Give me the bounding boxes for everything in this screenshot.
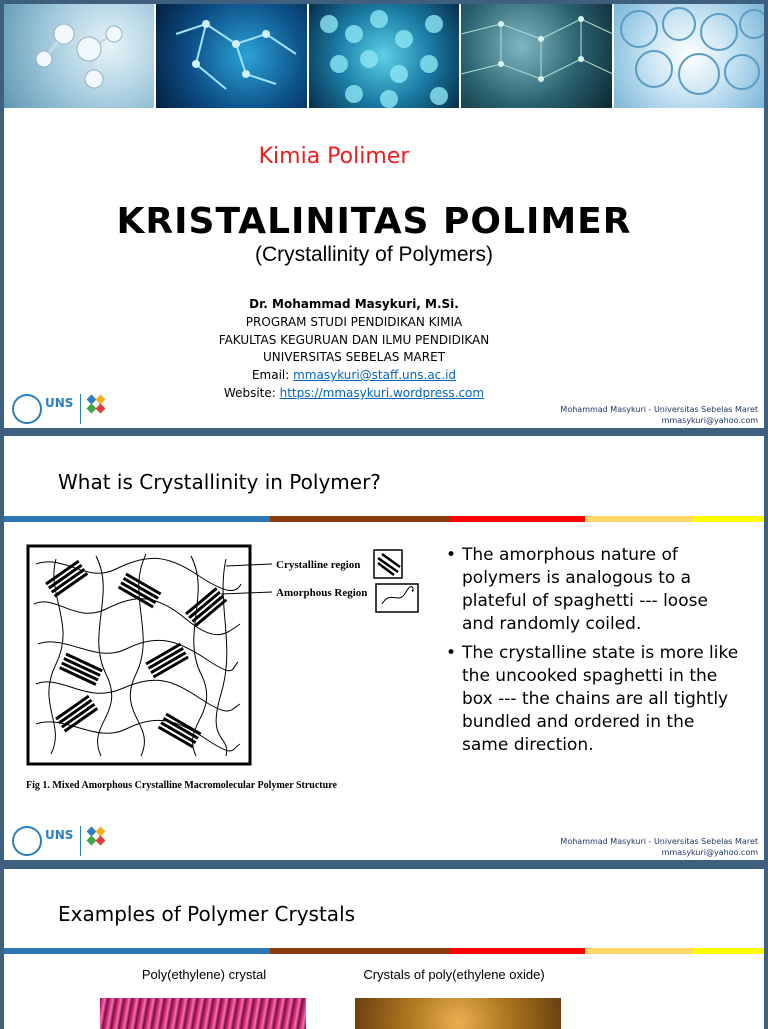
presentation-subtitle: (Crystallinity of Polymers) [254, 243, 494, 266]
color-stripe [4, 948, 764, 954]
bullet-amorphous: • The amorphous nature of polymers is analogous to a plateful of spaghetti --- loose and randomly coiled. [444, 544, 744, 636]
logo-divider [80, 394, 81, 424]
peo-crystal-image [355, 998, 561, 1029]
kampus-merdeka-icon [86, 394, 106, 414]
logo-divider [80, 826, 81, 856]
slide-crystallinity [4, 436, 764, 860]
website-line [4, 386, 734, 400]
website-link[interactable]: https://mmasykuri.wordpress.com [279, 386, 485, 400]
bullet-crystalline: • The crystalline state is more like the uncooked spaghetti in the box --- the chains are all tightly bundled and ordered in the same direction. [444, 642, 744, 757]
crystal1-label: Poly(ethylene) crystal [141, 967, 267, 982]
email-label: Email: [251, 368, 294, 382]
polyethylene-crystal-image [100, 998, 306, 1029]
legend-amorphous-label: Amorphous Region [276, 587, 368, 599]
uns-seal-icon [12, 826, 42, 856]
color-stripe [4, 516, 764, 522]
footer-name: Mohammad Masykuri - Universitas Sebelas Maret [560, 837, 758, 846]
uns-logo-text: UNS [45, 828, 74, 842]
slide-title-page [4, 4, 764, 428]
slide-footer [560, 836, 758, 858]
email-link[interactable]: mmasykuri@staff.uns.ac.id [293, 368, 457, 382]
university-name: UNIVERSITAS SEBELAS MARET [262, 350, 446, 364]
slide-heading: What is Crystallinity in Polymer? [58, 470, 381, 494]
banner-image-spheres [309, 4, 459, 108]
faculty-name: FAKULTAS KEGURUAN DAN ILMU PENDIDIKAN [218, 333, 490, 347]
footer-email: mmasykuri@yahoo.com [661, 848, 758, 857]
website-label: Website: [223, 386, 280, 400]
uns-seal-icon [12, 394, 42, 424]
author-name: Dr. Mohammad Masykuri, M.Si. [249, 297, 459, 311]
slide-footer [560, 404, 758, 426]
banner-image-bubbles [614, 4, 764, 108]
molecule-banner [4, 4, 764, 108]
slide-examples [4, 869, 764, 1029]
banner-image-network [156, 4, 306, 108]
figure-caption: Fig 1. Mixed Amorphous Crystalline Macromolecular Polymer Structure [26, 780, 337, 791]
uns-logo-text: UNS [45, 396, 74, 410]
uns-logo [12, 392, 112, 426]
course-name: Kimia Polimer [258, 144, 410, 169]
banner-image-mesh [461, 4, 611, 108]
program-name: PROGRAM STUDI PENDIDIKAN KIMIA [245, 315, 463, 329]
slide-heading: Examples of Polymer Crystals [58, 902, 356, 926]
crystal2-label: Crystals of poly(ethylene oxide) [363, 967, 545, 982]
kampus-merdeka-icon [86, 826, 106, 846]
footer-email: mmasykuri@yahoo.com [661, 416, 758, 425]
polymer-structure-figure [26, 544, 426, 768]
uns-logo [12, 824, 112, 858]
footer-name: Mohammad Masykuri - Universitas Sebelas Maret [560, 405, 758, 414]
banner-image-molecule [4, 4, 154, 108]
email-line [4, 368, 734, 382]
presentation-title: KRISTALINITAS POLIMER [116, 201, 632, 242]
bullet-list [444, 544, 744, 763]
legend-crystalline-label: Crystalline region [276, 559, 361, 571]
